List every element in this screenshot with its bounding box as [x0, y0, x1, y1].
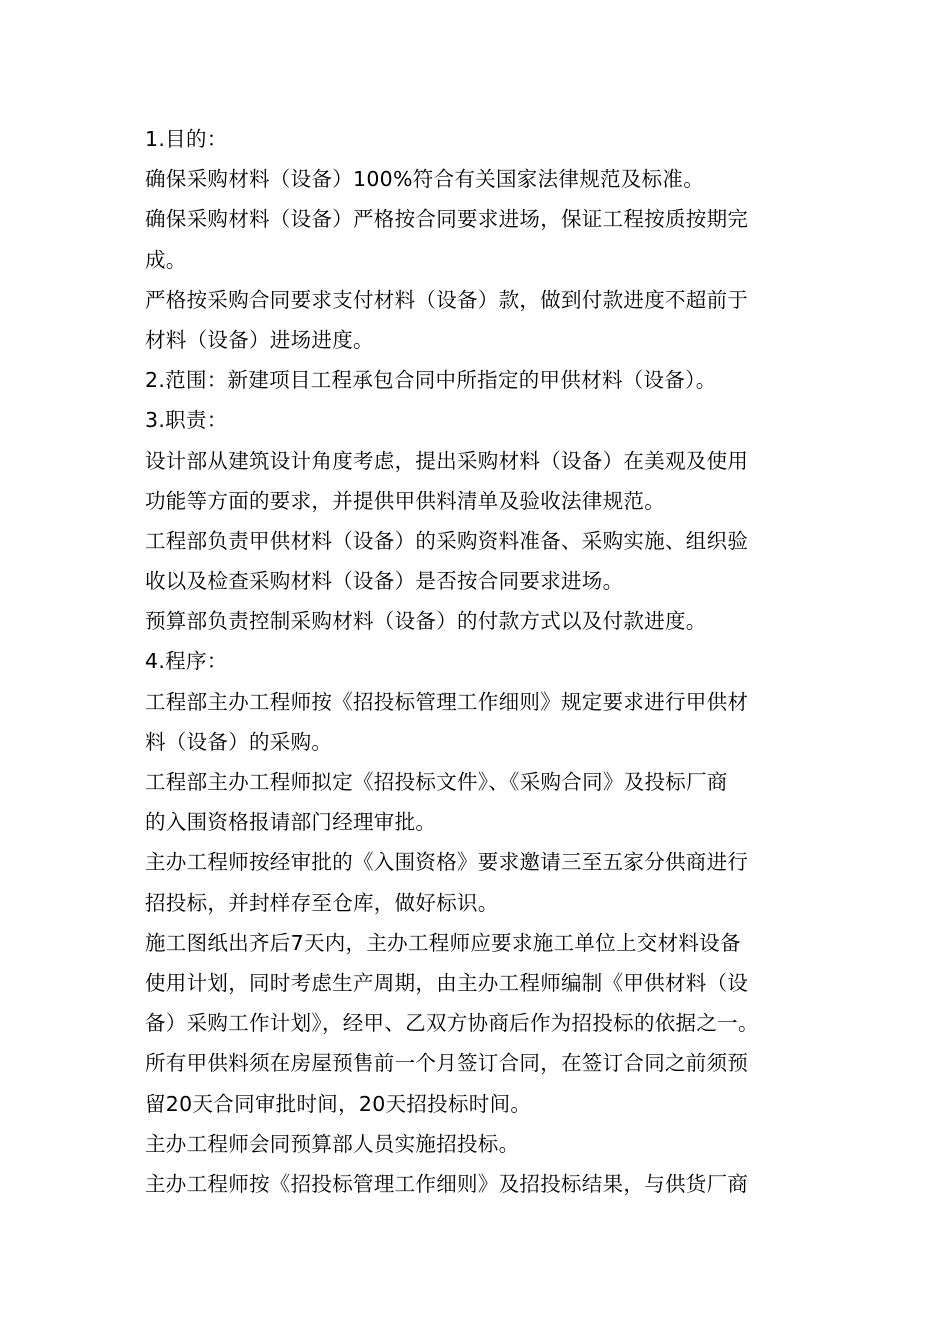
procedure-line-7a: 主办工程师按《招投标管理工作细则》及招投标结果，与供货厂商: [145, 1171, 749, 1196]
purpose-heading: 1.目的：: [145, 127, 228, 151]
procedure-line-2a: 工程部主办工程师拟定《招投标文件》、《采购合同》及投标厂商: [145, 770, 728, 794]
purpose-line-3a: 严格按采购合同要求支付材料（设备）款，做到付款进度不超前于: [145, 287, 749, 312]
scope-heading: 2.范围：新建项目工程承包合同中所指定的甲供材料（设备）。: [145, 368, 717, 393]
procedure-line-5b: 留20天合同审批时间，20天招投标时间。: [145, 1091, 532, 1116]
responsibility-engineering-b: 收以及检查采购材料（设备）是否按合同要求进场。: [145, 569, 624, 594]
procedure-line-5a: 所有甲供料须在房屋预售前一个月签订合同，在签订合同之前须预: [145, 1051, 749, 1076]
procedure-line-4a: 施工图纸出齐后7天内，主办工程师应要求施工单位上交材料设备: [145, 930, 741, 955]
responsibility-budget: 预算部负责控制采购材料（设备）的付款方式以及付款进度。: [145, 609, 707, 634]
responsibility-engineering-a: 工程部负责甲供材料（设备）的采购资料准备、采购实施、组织验: [145, 528, 749, 553]
document-body: [145, 119, 810, 1204]
purpose-line-3b: 材料（设备）进场进度。: [145, 327, 374, 352]
procedure-line-4b: 使用计划，同时考虑生产周期，由主办工程师编制《甲供材料（设: [145, 970, 749, 995]
responsibility-design-a: 设计部从建筑设计角度考虑，提出采购材料（设备）在美观及使用: [145, 448, 749, 473]
procedure-line-3b: 招投标，并封样存至仓库，做好标识。: [145, 890, 499, 915]
purpose-line-2b: 成。: [145, 247, 187, 272]
procedure-line-1b: 料（设备）的采购。: [145, 729, 333, 754]
responsibility-design-b: 功能等方面的要求，并提供甲供料清单及验收法律规范。: [145, 488, 665, 513]
purpose-line-2a: 确保采购材料（设备）严格按合同要求进场，保证工程按质按期完: [145, 207, 749, 232]
procedure-line-4c: 备）采购工作计划》，经甲、乙双方协商后作为招投标的依据之一。: [145, 1011, 759, 1036]
responsibility-heading: 3.职责：: [145, 408, 228, 433]
purpose-line-1: 确保采购材料（设备）100%符合有关国家法律规范及标准。: [145, 167, 705, 192]
procedure-line-2b: 的入围资格报请部门经理审批。: [145, 810, 437, 835]
procedure-line-3a: 主办工程师按经审批的《入围资格》要求邀请三至五家分供商进行: [145, 850, 749, 875]
procedure-heading: 4.程序：: [145, 649, 228, 674]
procedure-line-6: 主办工程师会同预算部人员实施招投标。: [145, 1131, 520, 1156]
procedure-line-1a: 工程部主办工程师按《招投标管理工作细则》规定要求进行甲供材: [145, 689, 749, 714]
